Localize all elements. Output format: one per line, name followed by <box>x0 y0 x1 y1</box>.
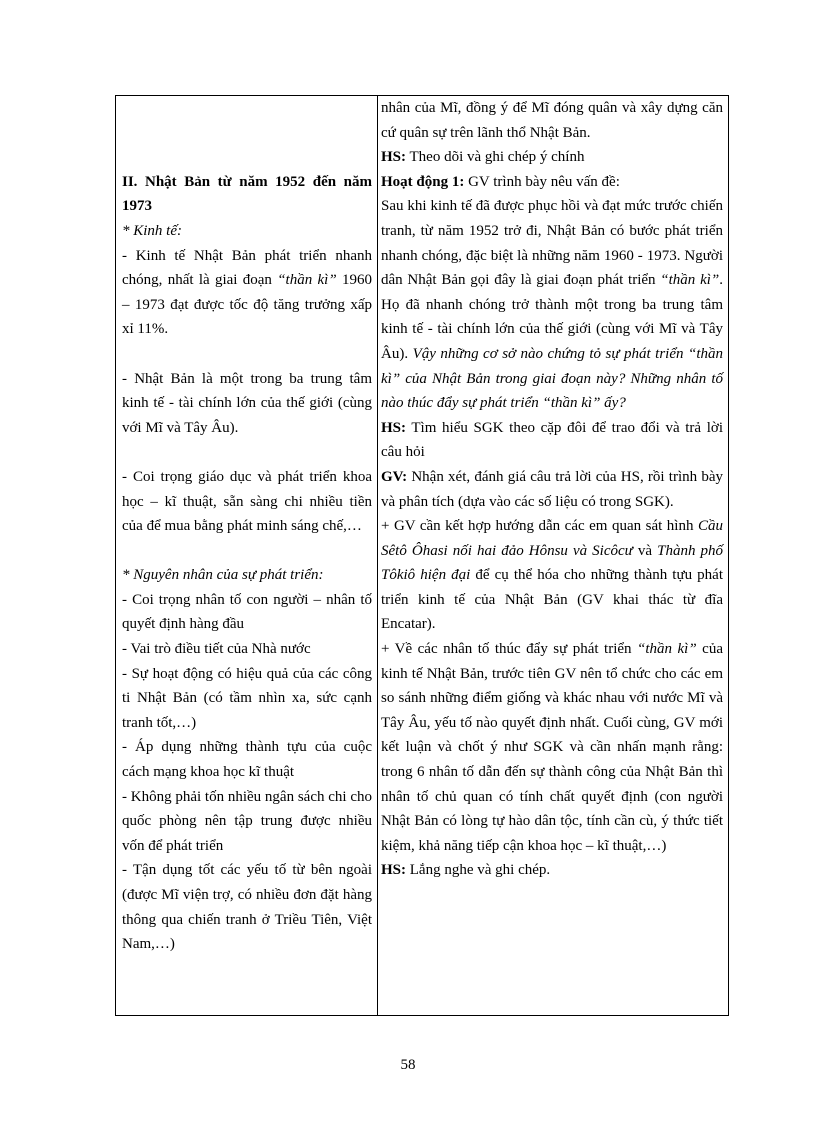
economy-paragraph-2: - Nhật Bản là một trong ba trung tâm kinh tế - tài chính lớn của thế giới (cùng với Mĩ và Tây Âu). <box>122 370 372 436</box>
activity-paragraph-3: + Về các nhân tố thúc đẩy sự phát triển “thần kì” của kinh tế Nhật Bản, trước tiên GV nên tổ chức cho các em so sánh những điểm giống và khác nhau với nước Mĩ và Tây Âu, yếu tố nào quyết định nhất. Cuối cùng, GV mới kết luận và chốt ý như SGK và cần nhấn mạnh rằng: trong 6 nhân tố dẫn đến sự thành công của Nhật Bản thì nhân tố chủ quan có tính chất quyết định (con người Nhật Bản có lòng tự hào dân tộc, tính cần cù, ý thức tiết kiệm, khả năng tiếp cận khoa học – kĩ thuật,…) <box>381 641 723 854</box>
activity-column <box>378 96 728 883</box>
page-number: 58 <box>400 1057 416 1073</box>
student-note-3: HS: Lắng nghe và ghi chép. <box>381 862 551 879</box>
activity-paragraph-1: Sau khi kinh tế đã được phục hồi và đạt mức trước chiến tranh, từ năm 1952 trở đi, Nhật Bản có bước phát triển nhanh chóng, đặc biệt là những năm 1960 - 1973. Người dân Nhật Bản gọi đây là giai đoạn phát triển “thần kì”. Họ đã nhanh chóng trở thành một trong ba trung tâm kinh tế - tài chính lớn của thế giới (cùng với Mĩ và Tây Âu). Vậy những cơ sở nào chứng tỏ sự phát triển “thần kì” của Nhật Bản trong giai đoạn này? Những nhân tố nào thúc đẩy sự phát triển “thần kì” ấy? <box>381 198 724 412</box>
cause-item: - Không phải tốn nhiều ngân sách chi cho quốc phòng nên tập trung được nhiều vốn để phát triển <box>122 788 372 854</box>
teacher-note: GV: Nhận xét, đánh giá câu trả lời của HS, rồi trình bày và phân tích (dựa vào các số liệu có trong SGK). <box>381 468 723 510</box>
intro-paragraph: nhân của Mĩ, đồng ý để Mĩ đóng quân và xây dựng căn cứ quân sự trên lãnh thổ Nhật Bản. <box>381 100 723 141</box>
economy-paragraph-1: - Kinh tế Nhật Bản phát triển nhanh chóng, nhất là giai đoạn “thần kì” 1960 – 1973 đạt được tốc độ tăng trưởng xấp xỉ 11%. <box>122 247 373 338</box>
cause-item: - Vai trò điều tiết của Nhà nước <box>122 641 311 658</box>
economy-label: * Kinh tế: <box>122 222 182 239</box>
lesson-table <box>115 95 729 1016</box>
section-heading: II. Nhật Bản từ năm 1952 đến năm 1973 <box>122 173 372 215</box>
cause-item: - Áp dụng những thành tựu của cuộc cách mạng khoa học kĩ thuật <box>122 739 372 781</box>
causes-label: * Nguyên nhân của sự phát triển: <box>122 567 324 584</box>
student-note-1: HS: Theo dõi và ghi chép ý chính <box>381 149 585 166</box>
economy-paragraph-3: - Coi trọng giáo dục và phát triển khoa học – kĩ thuật, sẵn sàng chi nhiều tiền của để mua bằng phát minh sáng chế,… <box>122 468 372 535</box>
activity-1-heading: Hoạt động 1: GV trình bày nêu vấn đề: <box>381 173 620 190</box>
cause-item: - Sự hoạt động có hiệu quả của các công ti Nhật Bản (có tầm nhìn xa, sức cạnh tranh tốt,…) <box>122 665 372 731</box>
cause-item: - Tận dụng tốt các yếu tố từ bên ngoài (được Mĩ viện trợ, có nhiều đơn đặt hàng thông qua chiến tranh ở Triều Tiên, Việt Nam,…) <box>122 862 372 953</box>
student-note-2: HS: Tìm hiểu SGK theo cặp đôi để trao đổi và trả lời câu hỏi <box>381 419 723 461</box>
activity-paragraph-2: + GV cần kết hợp hướng dẫn các em quan sát hình Cầu Sêtô Ôhasi nối hai đảo Hônsu và Sicôcư và Thành phố Tôkiô hiện đại để cụ thể hóa cho những thành tựu phát triển kinh tế của Nhật Bản (GV khai thác từ đĩa Encatar). <box>381 518 724 633</box>
cause-item: - Coi trọng nhân tố con người – nhân tố quyết định hàng đầu <box>122 591 372 633</box>
content-column <box>116 96 377 957</box>
